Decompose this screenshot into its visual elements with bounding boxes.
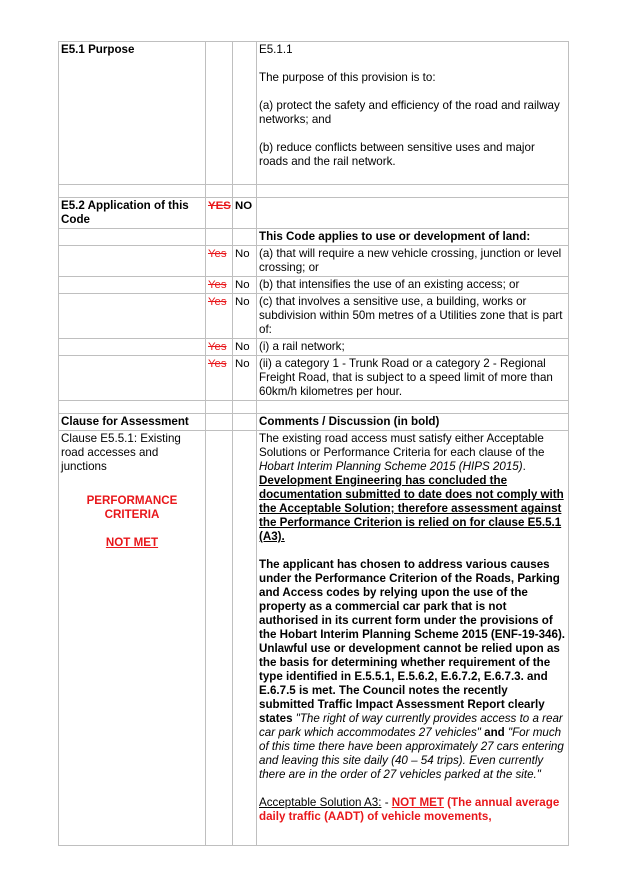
performance-criteria-label: PERFORMANCE CRITERIA <box>86 494 178 521</box>
clause-column-header: Clause for Assessment <box>59 414 206 431</box>
not-met-label: NOT MET <box>105 536 159 549</box>
assessment-row <box>59 431 569 846</box>
purpose-item-a: (a) protect the safety and efficiency of the road and railway networks; and <box>259 99 560 126</box>
application-criterion: (c) that involves a sensitive use, a building, works or subdivision within 50m metres of a Utilities zone that is part of: <box>257 294 569 339</box>
application-row <box>59 294 569 339</box>
clause-title: Clause E5.5.1: Existing road accesses and junctions <box>61 432 181 473</box>
engineering-conclusion: Development Engineering has concluded the documentation submitted to date does not comply with the Acceptable Solution; therefore assessment against the Performance Criterion is relied on for clause E5.5.1 (A3). <box>259 474 564 543</box>
application-applies-row <box>59 229 569 246</box>
acceptable-solution-label: Acceptable Solution A3: <box>259 796 382 809</box>
application-criterion: (a) that will require a new vehicle crossing, junction or level crossing; or <box>257 246 569 277</box>
application-criterion: (b) that intensifies the use of an existing access; or <box>257 277 569 294</box>
no-option: No <box>233 294 257 339</box>
clause-cell <box>59 431 206 846</box>
application-row <box>59 339 569 356</box>
application-row <box>59 356 569 401</box>
application-criterion: (ii) a category 1 - Trunk Road or a category 2 - Regional Freight Road, that is subject to a speed limit of more than 60km/h kilometres per hour. <box>257 356 569 401</box>
as-reason: (The annual average daily traffic (AADT) of vehicle movements, <box>259 796 560 823</box>
assessment-header-row <box>59 414 569 431</box>
comments-cell <box>257 431 569 846</box>
tia-quote-1: "The right of way currently provides access to a rear car park which accommodates 27 vehicles" <box>259 712 563 739</box>
yes-option: Yes <box>206 246 233 277</box>
application-heading: E5.2 Application of this Code <box>59 198 206 229</box>
as-not-met-status: NOT MET <box>391 796 444 809</box>
application-row <box>59 246 569 277</box>
purpose-intro: The purpose of this provision is to: <box>259 71 436 84</box>
no-option: No <box>233 339 257 356</box>
planning-assessment-table <box>58 41 569 846</box>
acceptable-solution-a3: Acceptable Solution A3: - NOT MET (The annual average daily traffic (AADT) of vehicle movements, <box>259 796 560 823</box>
no-option: No <box>233 246 257 277</box>
tia-quote-2: "For much of this time there have been approximately 27 cars entering and leaving this site daily (40 – 54 trips). Even currently there are in the order of 27 vehicles parked at the site." <box>259 726 564 781</box>
spacer-row <box>59 185 569 198</box>
no-option: No <box>233 277 257 294</box>
yes-option: Yes <box>206 277 233 294</box>
yes-header: YES <box>206 198 233 229</box>
yes-option: Yes <box>206 356 233 401</box>
application-row <box>59 277 569 294</box>
purpose-content <box>257 42 569 185</box>
purpose-item-b: (b) reduce conflicts between sensitive uses and major roads and the rail network. <box>259 141 535 168</box>
purpose-clause-number: E5.1.1 <box>259 43 293 56</box>
no-header: NO <box>233 198 257 229</box>
applicant-discussion: The applicant has chosen to address various causes under the Performance Criterion of the Roads, Parking and Access codes by relying upon the use of the property as a commercial car park that is not authorised in its current form under the provisions of the Hobart Interim Planning Scheme 2015 (ENF-19-346). Unlawful use or development cannot be relied upon as the basis for determining whether requirement of the type identified in E.5.5.1, E.5.6.2, E.6.7.2, E.6.7.3. and E.6.7.5 is met. The Council notes the recently submitted Traffic Impact Assessment Report clearly states "The right of way currently provides access to a rear car park which accommodates 27 vehicles" and "For much of this time there have been approximately 27 cars entering and leaving this site daily (40 – 54 trips). Even currently there are in the order of 27 vehicles parked at the site." <box>259 558 566 781</box>
yes-option: Yes <box>206 339 233 356</box>
no-option: No <box>233 356 257 401</box>
spacer-row <box>59 401 569 414</box>
comment-intro: The existing road access must satisfy either Acceptable Solutions or Performance Criteria for each clause of the Hobart Interim Planning Scheme 2015 (HIPS 2015). <box>259 432 545 473</box>
scheme-name: Hobart Interim Planning Scheme 2015 (HIPS 2015) <box>259 460 523 473</box>
purpose-row <box>59 42 569 185</box>
comments-column-header: Comments / Discussion (in bold) <box>257 414 569 431</box>
yes-option: Yes <box>206 294 233 339</box>
purpose-heading: E5.1 Purpose <box>59 42 206 185</box>
code-applies-statement: This Code applies to use or development of land: <box>257 229 569 246</box>
application-criterion: (i) a rail network; <box>257 339 569 356</box>
application-header-row <box>59 198 569 229</box>
